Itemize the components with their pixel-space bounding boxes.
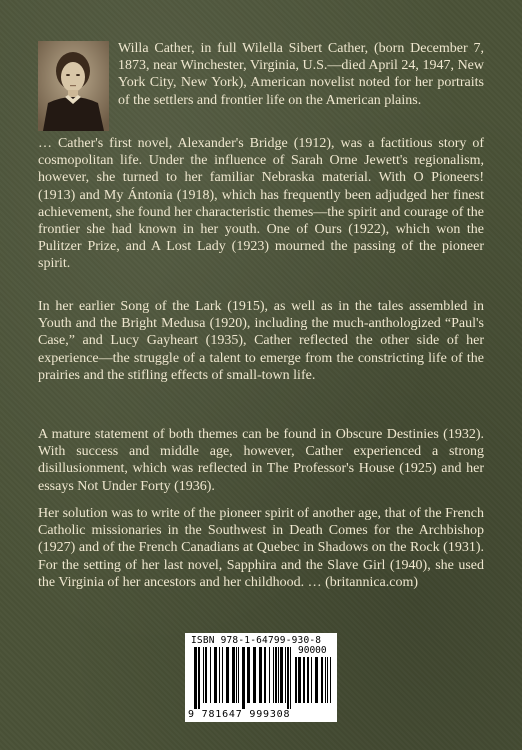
bio-paragraph: A mature statement of both themes can be found in Obscure Destinies (1932). With success and middle age, however, Cather experienced a strong disillusionment, which was reflected in The Professor's House (1925) and her essays Not Under Forty (1936). bbox=[38, 427, 484, 494]
bio-paragraph: … Cather's first novel, Alexander's Bridge (1912), was a factitious story of cosmopolitan life. Under the influence of Sarah Orne Jewett's regionalism, however, she turned to her familiar Nebraska material. With O Pioneers! (1913) and My Ántonia (1918), which has frequently been adjudged her finest achievement, she found her characteristic themes—the spirit and courage of the frontier she had known in her youth. One of Ours (1922), which won the Pulitzer Prize, and A Lost Lady (1923) mourned the passing of the pioneer spirit. bbox=[38, 136, 484, 272]
price-addon-label: 90000 bbox=[298, 645, 327, 656]
addon-barcode-bars bbox=[295, 657, 331, 709]
author-intro-paragraph: Willa Cather, in full Wilella Sibert Cather, (born December 7, 1873, near Winchester, Virginia, U.S.—died April 24, 1947, New York City, New York), American novelist noted for her portraits of the settlers and frontier life on the American plains. bbox=[118, 41, 484, 108]
bio-paragraph: In her earlier Song of the Lark (1915), as well as in the tales assembled in Youth and the Bright Medusa (1920), including the much-anthologized “Paul's Case,” and Lucy Gayheart (1935), Cather reflected the other side of her experience—the struggle of a talent to emerge from the constricting life of the prairies and the stifling effects of small-town life. bbox=[38, 299, 484, 383]
bio-paragraph: Her solution was to write of the pioneer spirit of another age, that of the French Catholic missionaries in the Southwest in Death Comes for the Archbishop (1927) and of the French Canadians at Quebec in Shadows on the Rock (1931). For the setting of her last novel, Sapphira and the Slave Girl (1940), she used the Virginia of her ancestors and her childhood. … (britannica.com) bbox=[38, 506, 484, 590]
author-portrait bbox=[38, 41, 109, 131]
ean-barcode-bars bbox=[194, 647, 292, 709]
isbn-label: ISBN 978-1-64799-930-8 bbox=[191, 635, 322, 646]
isbn-barcode bbox=[185, 633, 337, 722]
barcode-digits: 9 781647 999308 bbox=[188, 709, 291, 720]
